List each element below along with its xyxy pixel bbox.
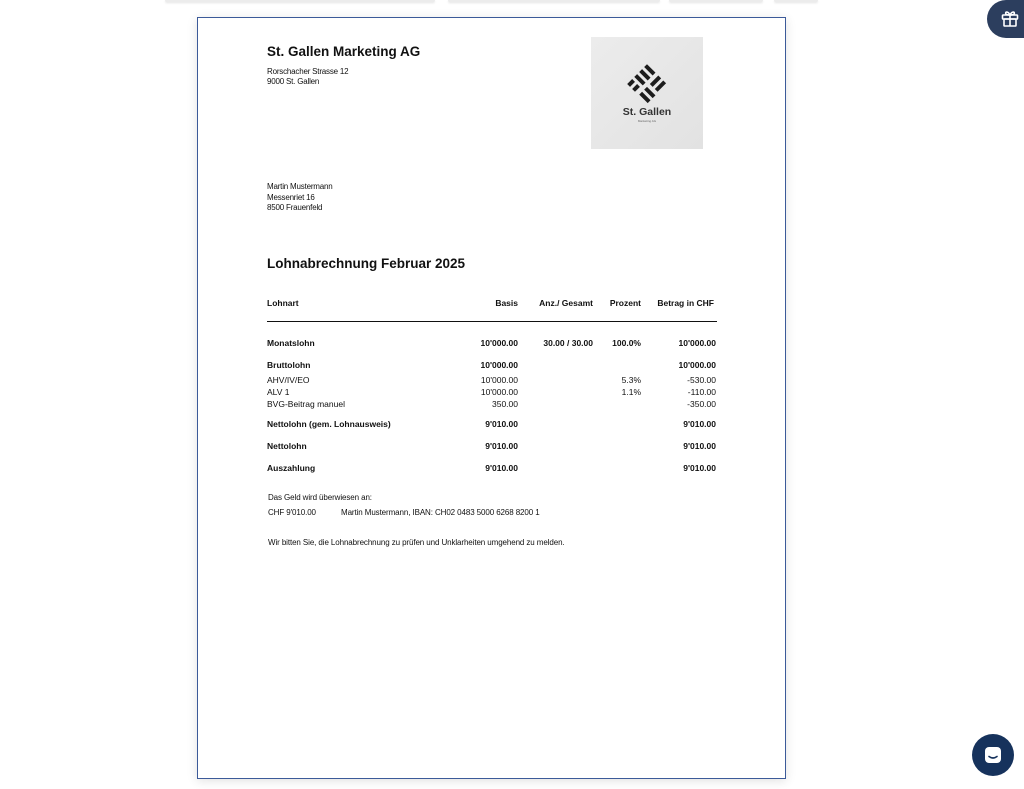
row-basis: 9'010.00 <box>485 463 518 473</box>
row-label: Nettolohn <box>267 441 307 451</box>
row-betrag: 10'000.00 <box>678 360 716 370</box>
header-prozent: Prozent <box>609 298 641 308</box>
logo-subtitle: Marketing AG <box>637 119 657 123</box>
row-betrag: 9'010.00 <box>683 463 716 473</box>
toolbar-tab-2[interactable] <box>448 0 660 2</box>
row-anzahl: 30.00 / 30.00 <box>543 338 593 348</box>
company-street: Rorschacher Strasse 12 <box>267 67 349 76</box>
closing-note: Wir bitten Sie, die Lohnabrechnung zu prüfen und Unklarheiten umgehend zu melden. <box>268 538 565 547</box>
document-title: Lohnabrechnung Februar 2025 <box>267 256 466 271</box>
row-basis: 10'000.00 <box>480 387 518 397</box>
payslip-document <box>197 17 786 779</box>
recipient-address <box>267 182 333 214</box>
company-name: St. Gallen Marketing AG <box>267 44 421 59</box>
logo-mark-icon <box>621 62 673 106</box>
row-betrag: 9'010.00 <box>683 441 716 451</box>
header-betrag: Betrag in CHF <box>657 298 714 308</box>
payment-amount: CHF 9'010.00 <box>268 508 316 517</box>
toolbar-tab-3[interactable] <box>669 0 763 2</box>
recipient-name: Martin Mustermann <box>267 182 333 191</box>
row-basis: 10'000.00 <box>480 375 518 385</box>
company-address <box>267 67 348 87</box>
row-basis: 10'000.00 <box>480 360 518 370</box>
row-betrag: 10'000.00 <box>678 338 716 348</box>
row-basis: 350.00 <box>492 399 518 409</box>
row-label: Bruttolohn <box>267 360 311 370</box>
row-prozent: 1.1% <box>621 387 641 397</box>
row-label: Nettolohn (gem. Lohnausweis) <box>267 419 391 429</box>
toolbar-tab-1[interactable] <box>165 0 435 2</box>
row-label: BVG-Beitrag manuel <box>267 399 345 409</box>
payment-details: Martin Mustermann, IBAN: CH02 0483 5000 6268 8200 1 <box>341 508 540 517</box>
recipient-street: Messenriet 16 <box>267 192 315 202</box>
header-anzahl: Anz./ Gesamt <box>539 298 593 308</box>
logo-name: St. Gallen <box>622 106 672 118</box>
chat-icon <box>983 745 1003 765</box>
row-betrag: -350.00 <box>687 399 716 409</box>
row-label: Monatslohn <box>267 338 315 348</box>
row-basis: 9'010.00 <box>485 419 518 429</box>
row-label: Auszahlung <box>267 463 316 473</box>
row-betrag: -530.00 <box>687 375 716 385</box>
row-label: ALV 1 <box>267 387 290 397</box>
row-prozent: 5.3% <box>621 375 641 385</box>
row-betrag: 9'010.00 <box>683 419 716 429</box>
header-basis: Basis <box>495 298 518 308</box>
company-city: 9000 St. Gallen <box>267 77 320 86</box>
header-lohnart: Lohnart <box>267 298 299 308</box>
row-basis: 9'010.00 <box>485 441 518 451</box>
company-logo <box>591 37 703 149</box>
gift-icon <box>1000 8 1020 28</box>
payment-intro: Das Geld wird überwiesen an: <box>268 493 372 502</box>
chat-button[interactable] <box>972 734 1014 776</box>
recipient-city: 8500 Frauenfeld <box>267 203 323 212</box>
row-prozent: 100.0% <box>612 338 641 348</box>
row-betrag: -110.00 <box>687 387 716 397</box>
row-basis: 10'000.00 <box>480 338 518 348</box>
toolbar-tab-4[interactable] <box>774 0 818 2</box>
header-divider <box>267 321 717 322</box>
gift-button[interactable] <box>987 0 1024 38</box>
row-label: AHV/IV/EO <box>267 375 310 385</box>
